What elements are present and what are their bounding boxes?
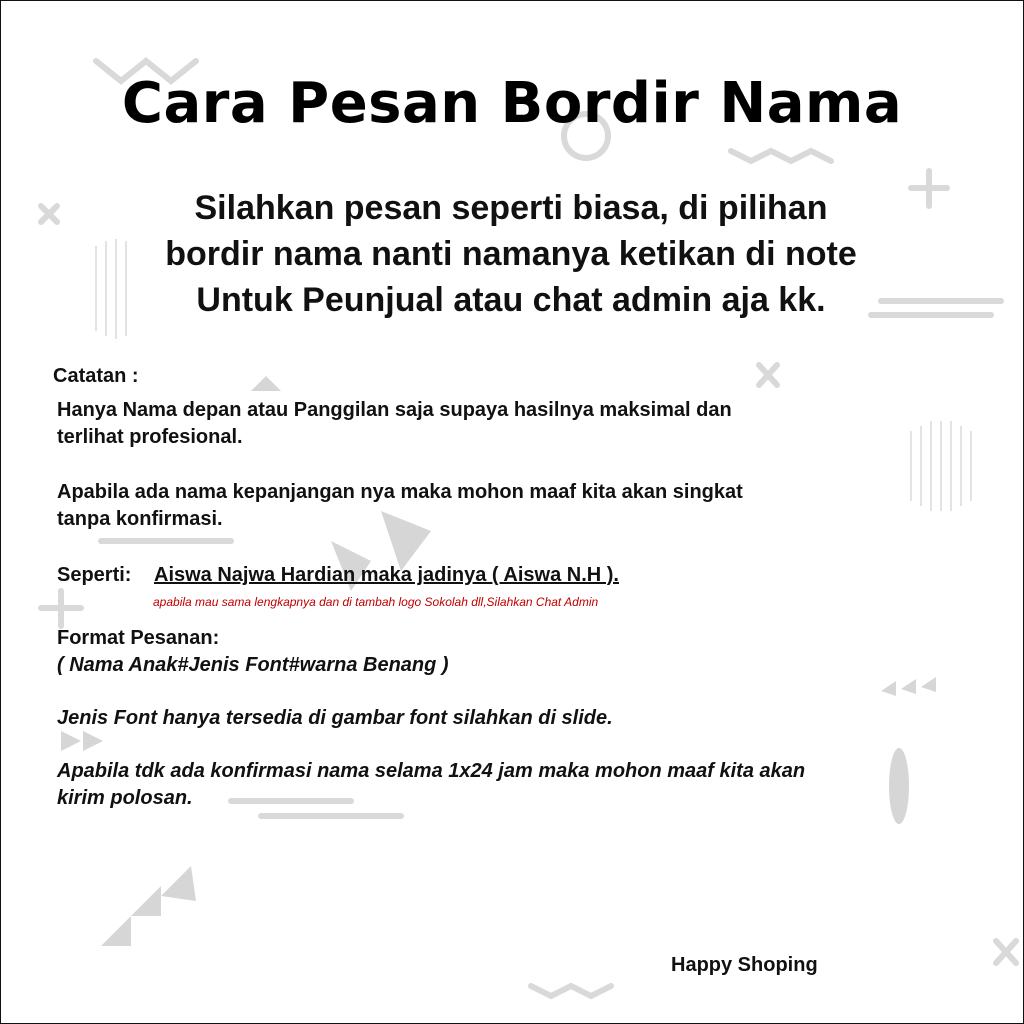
subtitle-line: Untuk Peunjual atau chat admin aja kk. [196, 281, 826, 319]
page-title: Cara Pesan Bordir Nama [121, 71, 903, 136]
confirm-line: Apabila tdk ada konfirmasi nama selama 1x24 jam maka mohon maaf kita akan [57, 760, 806, 782]
example-note: apabila mau sama lengkapnya dan di tambah logo Sokolah dll,Silahkan Chat Admin [153, 595, 599, 609]
confirm-line: kirim polosan. [57, 787, 193, 809]
subtitle-line: bordir nama nanti namanya ketikan di note [165, 235, 857, 273]
note-line: tanpa konfirmasi. [57, 508, 223, 530]
subtitle-line: Silahkan pesan seperti biasa, di pilihan [194, 189, 828, 227]
example-text: Aiswa Najwa Hardian maka jadinya ( Aiswa N.H ). [154, 564, 619, 586]
note-line: Hanya Nama depan atau Panggilan saja supaya hasilnya maksimal dan [57, 399, 732, 421]
format-value: ( Nama Anak#Jenis Font#warna Benang ) [57, 654, 449, 676]
note-line: terlihat profesional. [57, 426, 243, 448]
catatan-label: Catatan : [53, 365, 139, 387]
format-label: Format Pesanan: [57, 627, 220, 649]
subtitle [61, 185, 961, 323]
note-line: Apabila ada nama kepanjangan nya maka mohon maaf kita akan singkat [57, 481, 743, 503]
example-label: Seperti: [57, 564, 132, 586]
closing-text: Happy Shoping [671, 954, 818, 976]
font-note: Jenis Font hanya tersedia di gambar font silahkan di slide. [57, 707, 613, 729]
